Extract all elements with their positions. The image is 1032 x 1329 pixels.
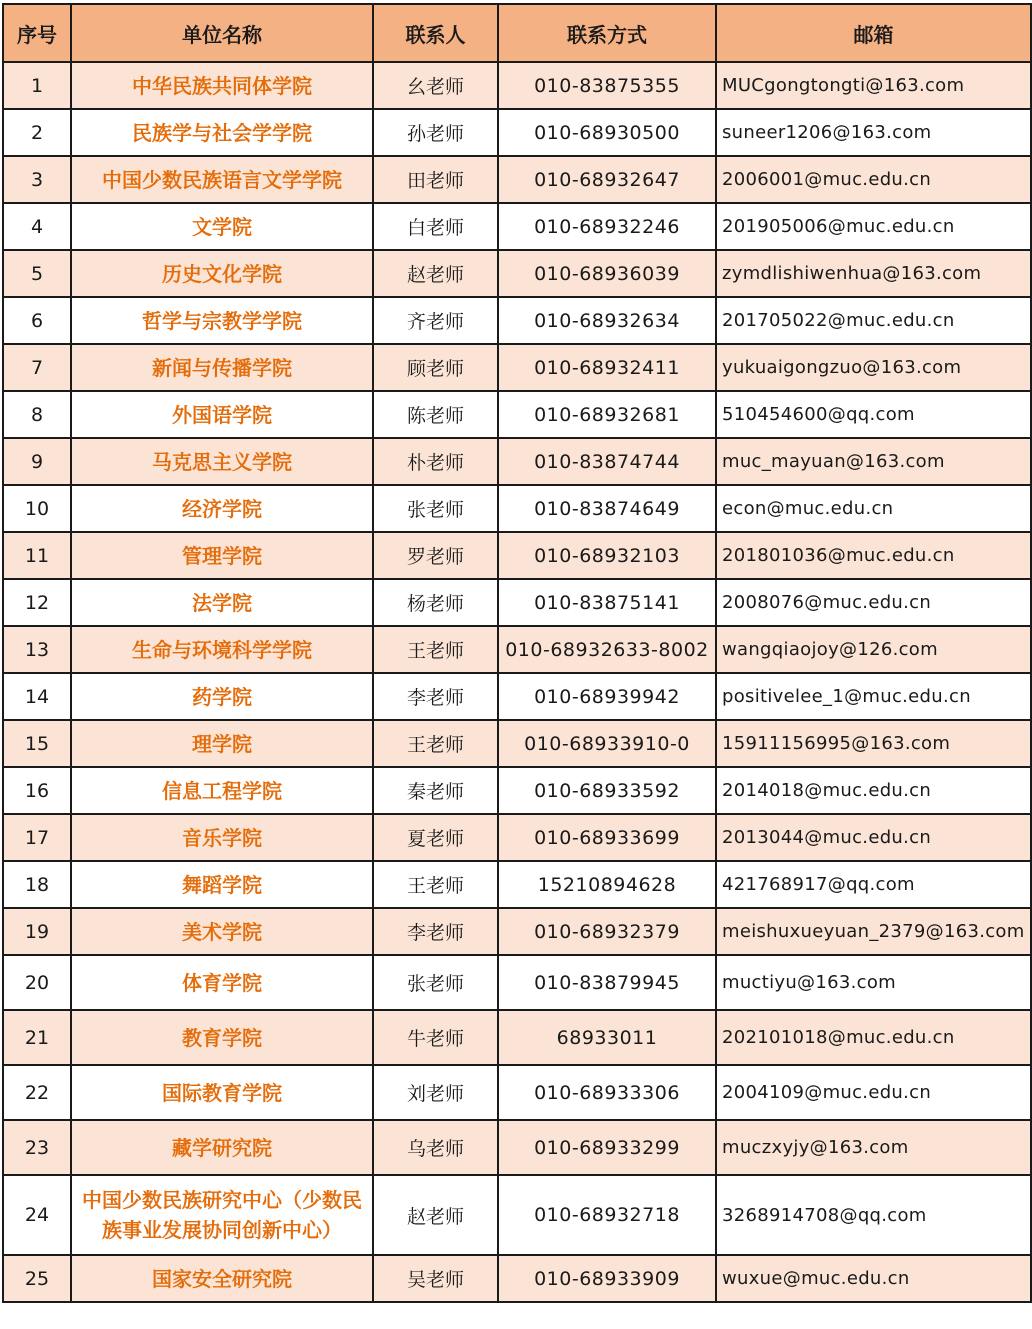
row-number: 1 — [3, 62, 71, 109]
unit-name: 信息工程学院 — [71, 767, 373, 814]
row-number: 8 — [3, 391, 71, 438]
row-number: 12 — [3, 579, 71, 626]
header-row — [3, 4, 1031, 62]
table-row — [3, 861, 1031, 908]
unit-name: 文学院 — [71, 203, 373, 250]
contact-person: 杨老师 — [373, 579, 498, 626]
contact-phone: 010-68933910-0 — [498, 720, 716, 767]
contact-phone: 010-83874649 — [498, 485, 716, 532]
unit-name: 国际教育学院 — [71, 1065, 373, 1120]
contact-email: meishuxueyuan_2379@163.com — [716, 908, 1031, 955]
contact-phone: 010-68939942 — [498, 673, 716, 720]
row-number: 25 — [3, 1255, 71, 1302]
contact-person: 幺老师 — [373, 62, 498, 109]
contact-phone: 010-68933306 — [498, 1065, 716, 1120]
table-row — [3, 203, 1031, 250]
unit-name: 马克思主义学院 — [71, 438, 373, 485]
row-number: 9 — [3, 438, 71, 485]
contact-email: 201905006@muc.edu.cn — [716, 203, 1031, 250]
header-contact: 联系人 — [373, 4, 498, 62]
row-number: 16 — [3, 767, 71, 814]
contact-email: wangqiaojoy@126.com — [716, 626, 1031, 673]
row-number: 19 — [3, 908, 71, 955]
contact-person: 赵老师 — [373, 1175, 498, 1255]
contact-email: muctiyu@163.com — [716, 955, 1031, 1010]
table-row — [3, 579, 1031, 626]
contact-email: 510454600@qq.com — [716, 391, 1031, 438]
row-number: 21 — [3, 1010, 71, 1065]
table-row — [3, 908, 1031, 955]
unit-name: 生命与环境科学学院 — [71, 626, 373, 673]
contact-person: 陈老师 — [373, 391, 498, 438]
unit-name: 哲学与宗教学学院 — [71, 297, 373, 344]
table-row — [3, 1065, 1031, 1120]
contact-person: 乌老师 — [373, 1120, 498, 1175]
unit-name: 中华民族共同体学院 — [71, 62, 373, 109]
contact-person: 李老师 — [373, 908, 498, 955]
table-row — [3, 109, 1031, 156]
contact-email: 2008076@muc.edu.cn — [716, 579, 1031, 626]
unit-name: 法学院 — [71, 579, 373, 626]
table-row — [3, 532, 1031, 579]
contact-phone: 010-68932411 — [498, 344, 716, 391]
contact-phone: 010-68932103 — [498, 532, 716, 579]
header-no: 序号 — [3, 4, 71, 62]
contact-email: muc_mayuan@163.com — [716, 438, 1031, 485]
contact-table — [2, 3, 1032, 1303]
table-row — [3, 626, 1031, 673]
contact-person: 孙老师 — [373, 109, 498, 156]
contact-phone: 010-68936039 — [498, 250, 716, 297]
table-row — [3, 767, 1031, 814]
table-row — [3, 344, 1031, 391]
contact-phone: 010-68932246 — [498, 203, 716, 250]
table-row — [3, 1010, 1031, 1065]
contact-email: 3268914708@qq.com — [716, 1175, 1031, 1255]
unit-name: 新闻与传播学院 — [71, 344, 373, 391]
table-row — [3, 673, 1031, 720]
unit-name: 美术学院 — [71, 908, 373, 955]
contact-phone: 010-83874744 — [498, 438, 716, 485]
unit-name: 经济学院 — [71, 485, 373, 532]
table-row — [3, 1175, 1031, 1255]
contact-email: suneer1206@163.com — [716, 109, 1031, 156]
contact-person: 吴老师 — [373, 1255, 498, 1302]
header-email: 邮箱 — [716, 4, 1031, 62]
contact-person: 王老师 — [373, 720, 498, 767]
row-number: 7 — [3, 344, 71, 391]
row-number: 18 — [3, 861, 71, 908]
row-number: 6 — [3, 297, 71, 344]
contact-email: 421768917@qq.com — [716, 861, 1031, 908]
contact-person: 刘老师 — [373, 1065, 498, 1120]
row-number: 17 — [3, 814, 71, 861]
contact-phone: 010-68932718 — [498, 1175, 716, 1255]
contact-email: 15911156995@163.com — [716, 720, 1031, 767]
contact-phone: 010-68932633-8002 — [498, 626, 716, 673]
contact-phone: 010-68933592 — [498, 767, 716, 814]
contact-email: wuxue@muc.edu.cn — [716, 1255, 1031, 1302]
contact-email: 202101018@muc.edu.cn — [716, 1010, 1031, 1065]
contact-person: 赵老师 — [373, 250, 498, 297]
table-row — [3, 1120, 1031, 1175]
row-number: 11 — [3, 532, 71, 579]
contact-phone: 010-68933299 — [498, 1120, 716, 1175]
row-number: 13 — [3, 626, 71, 673]
unit-name: 教育学院 — [71, 1010, 373, 1065]
table-row — [3, 391, 1031, 438]
unit-name: 理学院 — [71, 720, 373, 767]
contact-person: 李老师 — [373, 673, 498, 720]
contact-phone: 010-68932634 — [498, 297, 716, 344]
row-number: 23 — [3, 1120, 71, 1175]
contact-email: 201801036@muc.edu.cn — [716, 532, 1031, 579]
unit-name: 民族学与社会学学院 — [71, 109, 373, 156]
table-row — [3, 814, 1031, 861]
unit-name: 历史文化学院 — [71, 250, 373, 297]
contact-phone: 010-68932681 — [498, 391, 716, 438]
table-row — [3, 250, 1031, 297]
contact-phone: 15210894628 — [498, 861, 716, 908]
contact-person: 张老师 — [373, 485, 498, 532]
contact-person: 夏老师 — [373, 814, 498, 861]
contact-email: zymdlishiwenhua@163.com — [716, 250, 1031, 297]
contact-email: MUCgongtongti@163.com — [716, 62, 1031, 109]
table-row — [3, 438, 1031, 485]
unit-name: 中国少数民族研究中心（少数民族事业发展协同创新中心） — [71, 1175, 373, 1255]
contact-person: 田老师 — [373, 156, 498, 203]
unit-name: 外国语学院 — [71, 391, 373, 438]
table-row — [3, 485, 1031, 532]
contact-email: positivelee_1@muc.edu.cn — [716, 673, 1031, 720]
contact-email: 2014018@muc.edu.cn — [716, 767, 1031, 814]
contact-person: 牛老师 — [373, 1010, 498, 1065]
unit-name: 藏学研究院 — [71, 1120, 373, 1175]
header-unit: 单位名称 — [71, 4, 373, 62]
row-number: 5 — [3, 250, 71, 297]
table-row — [3, 297, 1031, 344]
contact-person: 朴老师 — [373, 438, 498, 485]
contact-person: 顾老师 — [373, 344, 498, 391]
contact-person: 白老师 — [373, 203, 498, 250]
row-number: 2 — [3, 109, 71, 156]
unit-name: 体育学院 — [71, 955, 373, 1010]
unit-name: 管理学院 — [71, 532, 373, 579]
contact-phone: 68933011 — [498, 1010, 716, 1065]
row-number: 10 — [3, 485, 71, 532]
row-number: 24 — [3, 1175, 71, 1255]
contact-person: 张老师 — [373, 955, 498, 1010]
table-row — [3, 156, 1031, 203]
contact-email: econ@muc.edu.cn — [716, 485, 1031, 532]
table-row — [3, 1255, 1031, 1302]
contact-phone: 010-83879945 — [498, 955, 716, 1010]
table-row — [3, 955, 1031, 1010]
contact-phone: 010-68933699 — [498, 814, 716, 861]
contact-email: 201705022@muc.edu.cn — [716, 297, 1031, 344]
row-number: 14 — [3, 673, 71, 720]
contact-email: 2013044@muc.edu.cn — [716, 814, 1031, 861]
contact-email: yukuaigongzuo@163.com — [716, 344, 1031, 391]
table-row — [3, 720, 1031, 767]
unit-name: 舞蹈学院 — [71, 861, 373, 908]
row-number: 15 — [3, 720, 71, 767]
unit-name: 中国少数民族语言文学学院 — [71, 156, 373, 203]
contact-email: 2006001@muc.edu.cn — [716, 156, 1031, 203]
contact-phone: 010-83875141 — [498, 579, 716, 626]
row-number: 4 — [3, 203, 71, 250]
contact-phone: 010-68930500 — [498, 109, 716, 156]
contact-phone: 010-68932647 — [498, 156, 716, 203]
contact-email: 2004109@muc.edu.cn — [716, 1065, 1031, 1120]
contact-phone: 010-68933909 — [498, 1255, 716, 1302]
table-row — [3, 62, 1031, 109]
row-number: 20 — [3, 955, 71, 1010]
table-header — [3, 4, 1031, 62]
unit-name: 音乐学院 — [71, 814, 373, 861]
table-body — [3, 62, 1031, 1302]
contact-person: 罗老师 — [373, 532, 498, 579]
unit-name: 药学院 — [71, 673, 373, 720]
contact-email: muczxyjy@163.com — [716, 1120, 1031, 1175]
unit-name: 国家安全研究院 — [71, 1255, 373, 1302]
contact-phone: 010-83875355 — [498, 62, 716, 109]
header-phone: 联系方式 — [498, 4, 716, 62]
row-number: 3 — [3, 156, 71, 203]
contact-phone: 010-68932379 — [498, 908, 716, 955]
contact-person: 秦老师 — [373, 767, 498, 814]
row-number: 22 — [3, 1065, 71, 1120]
contact-person: 王老师 — [373, 626, 498, 673]
contact-person: 王老师 — [373, 861, 498, 908]
contact-person: 齐老师 — [373, 297, 498, 344]
